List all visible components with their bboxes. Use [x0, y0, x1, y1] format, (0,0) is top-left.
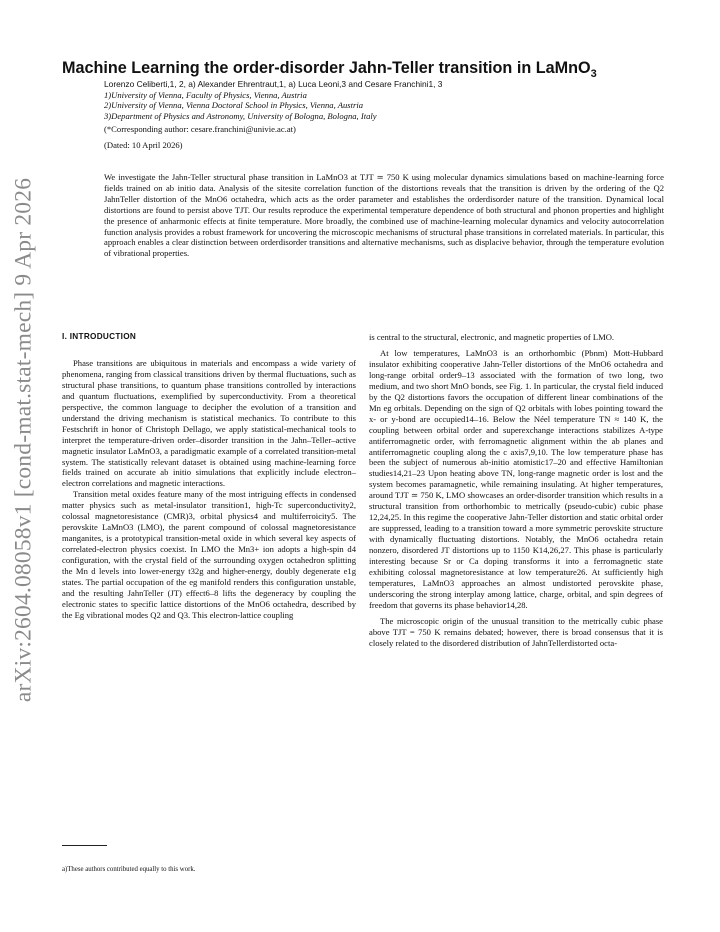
right-column	[369, 332, 663, 649]
arxiv-sidebar-stamp	[4, 177, 44, 703]
left-column	[62, 332, 356, 621]
corresponding-author: (*Corresponding author: cesare.franchini@univie.ac.at)	[104, 124, 296, 134]
paper-header	[62, 58, 682, 150]
paragraph: is central to the structural, electronic, and magnetic properties of LMO.	[369, 332, 615, 342]
paragraph: The microscopic origin of the unusual transition to the metrically cubic phase above TJT = 750 K remains debated; however, there is broad consensus that it is closely related to the disordered distribution of JahnTellerdistorted octa-	[369, 615, 663, 648]
paper-title: Machine Learning the order-disorder Jahn-Teller transition in LaMnO$_3$	[62, 59, 597, 81]
affiliation-1: 1)University of Vienna, Faculty of Physics, Vienna, Austria	[104, 89, 307, 100]
affiliation-3: 3)Department of Physics and Astronomy, University of Bologna, Bologna, Italy	[104, 110, 377, 121]
affiliation-2: 2)University of Vienna, Vienna Doctoral School in Physics, Vienna, Austria	[104, 100, 364, 110]
abstract: We investigate the Jahn-Teller structural phase transition in LaMnO3 at TJT ≃ 750 K using molecular dynamics simulations based on machine-learning force fields trained on ab initio data. Analysis of the sitesite correlation function of the distortions reveals that the transition is driven by the ordering of the Q2 JahnTeller distortion of the MnO6 octahedra, which acts as the order parameter and establishes the orderdisorder nature of the transition. Dynamical local distortions are found to persist above TJT. Our results reproduce the experimental temperature dependence of both structural and phonon properties and highlight the presence of anharmonic effects at finite temperature. More broadly, the combined use of machine-learning molecular dynamics and velocity autocorrelation function analysis provides a robust framework for uncovering the microscopic mechanisms of structural phase transitions in correlated materials. In particular, this approach enables a clear distinction between orderdisorder transitions and alternative mechanisms, such as displacive behavior, through the temperature evolution of vibrational properties.	[104, 172, 664, 259]
arxiv-identifier: arXiv:2604.08058v1 [cond-mat.stat-mech] 9 Apr 2026	[10, 177, 37, 703]
section-heading-introduction: I. INTRODUCTION	[62, 332, 137, 341]
front-matter	[104, 79, 682, 150]
paragraph: Transition metal oxides feature many of the most intriguing effects in condensed matter physics such as metal-insulator transition1, high-Tc superconductivity2, colossal magnetoresistance (CMR)3, orbital physics4 and multiferroicity5. The perovskite LaMnO3 (LMO), the parent compound of colossal magnetoresistance manganites, is a prototypical transition-metal oxide in which several key aspects of correlated-electron physics coexist. In LMO the Mn3+ ion adopts a high-spin d4 configuration, with the crystal field of the surrounding oxygen octahedron splitting the Mn d levels into lower-energy t32g and higher-energy, doubly degenerate e1g states. The partial occupation of the eg manifold renders this configuration unstable, and the resulting JahnTeller (JT) effect6–8 lifts the degeneracy by coupling the electronic states to specific lattice distortions of the MnO6 octahedra, described by the Eg vibrational modes Q2 and Q3. This electron-lattice coupling	[62, 489, 356, 620]
paper-date: (Dated: 10 April 2026)	[104, 139, 183, 150]
footnote-rule	[62, 845, 107, 846]
paragraph: Phase transitions are ubiquitous in materials and encompass a wide variety of phenomena, ranging from classical transitions driven by thermal fluctuations, such as structural phase transitions, to quantum phase transitions controlled by interactions and quantum fluctuations, exemplified by superconductivity. From a theoretical perspective, the common language to decipher the evolution of a transition and understand the driving mechanism is statistical mechanics. To contribute to this Festschrift in honor of Christoph Dellago, we apply statistical-mechanical tools to interpret the temperature-driven order–disorder transition in the Jahn–Teller–active magnetic insulator LaMnO3, a paradigmatic example of a correlated transition-metal system. The statistically relevant dataset is obtained using machine-learning force fields trained on accurate ab initio simulations that explicitly include electron–electron correlations and magnetic interactions.	[62, 357, 356, 489]
footnote: a)These authors contributed equally to this work.	[62, 866, 196, 873]
paragraph: At low temperatures, LaMnO3 is an orthorhombic (Pbnm) Mott-Hubbard insulator exhibiting cooperative Jahn-Teller distortions of the MnO6 octahedra and long-range orbital order9–13 associated with the formation of two long, two medium, and two short MnO bonds, see Fig. 1. In particular, the crystal field induced by the Q2 distortions favors the occupation of different linear combinations of the Mn eg orbitals. Depending on the sign of Q2 orbitals with lobes pointing toward the x- or y-bond are occupied14–16. Below the Néel temperature TN ≈ 140 K, the coupling between orbital order and superexchange interactions stabilizes A-type antiferromagnetic order, with ferromagnetic alignment within the ab planes and antiferromagnetic coupling along the c axis7,9,10. The low temperature phase has been the subject of numerous ab-initio atomistic17–20 and effective Hamiltonian studies14,21–23 Upon heating above TN, long-range magnetic order is lost and the system becomes paramagnetic, while remaining insulating. At higher temperatures, around TJT ≃ 750 K, LMO showcases an order-disorder transition which results in a structural transition from orthorhombic to metrically (pseudo-cubic) cubic phase 12,24,25. In this regime the cooperative Jahn-Teller distortion and static orbital order are suppressed, leading to a transition toward a more symmetric perovskite structure with dynamically fluctuating distortions. Notably, the MnO6 octahedra retain nonzero, disordered JT distortions up to 1150 K14,26,27. This phase is particularly interesting because Sr or Ca doping transforms it into a ferromagnetic state exhibiting colossal magnetoresistance at low temperature26. At sufficiently high temperatures, LaMnO3 approaches an almost undistorted perovskite phase, underscoring the strong interplay among lattice, charge, orbital, and spin degrees of freedom that governs its phase behavior14,28.	[369, 347, 663, 610]
author-list: Lorenzo Celiberti,1, 2, a) Alexander Ehrentraut,1, a) Luca Leoni,3 and Cesare Franchini1, 3	[104, 79, 443, 89]
